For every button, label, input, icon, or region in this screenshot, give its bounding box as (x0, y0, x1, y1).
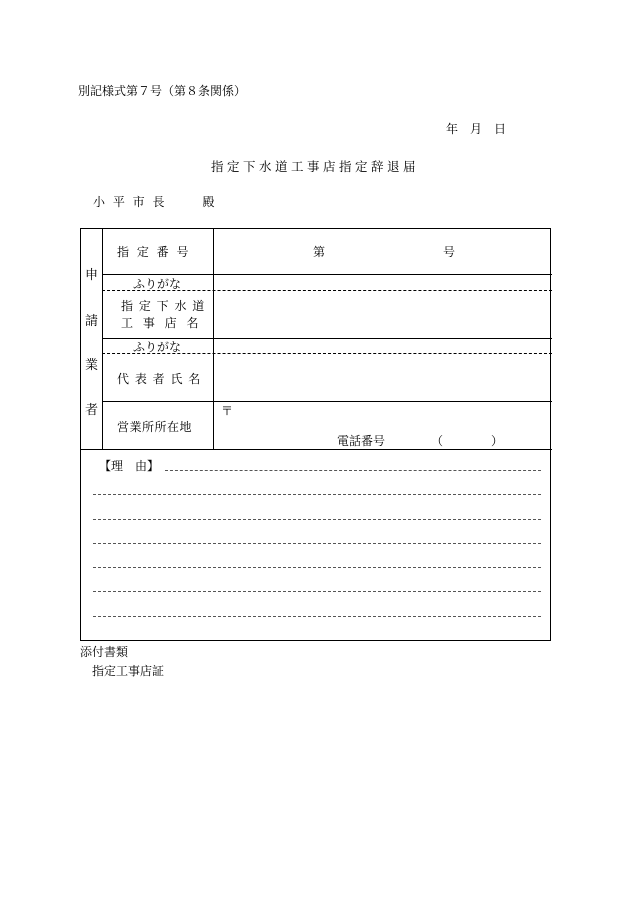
number-suffix: 号 (443, 245, 456, 259)
reason-label: 【理 由】 (99, 459, 160, 473)
row-divider (102, 401, 552, 402)
furigana-label: ふりがな (133, 340, 182, 354)
addressee-name: 小 平 市 長 (93, 195, 167, 209)
office-address-label: 営業所所在地 (117, 420, 193, 434)
reason-dotted-line (93, 591, 541, 592)
designation-number-label: 指 定 番 号 (117, 245, 191, 259)
reason-dotted-line (93, 616, 541, 617)
attachments-label: 添付書類 (80, 645, 129, 659)
form-title: 指定下水道工事店指定辞退届 (210, 159, 419, 174)
reason-dotted-line (93, 519, 541, 520)
reason-section-divider (81, 449, 552, 450)
addressee (93, 193, 216, 210)
application-form-table (80, 228, 551, 641)
shop-name-label-line1: 指 定 下 水 道 (121, 299, 206, 313)
phone-parentheses: （ ） (431, 434, 512, 448)
form-number: 別記様式第７号（第８条関係） (78, 84, 247, 98)
reason-dotted-line (93, 567, 541, 568)
addressee-honorific: 殿 (202, 195, 217, 209)
label-column-divider (213, 229, 214, 449)
representative-name-label: 代 表 者 氏 名 (117, 372, 202, 386)
number-prefix: 第 (313, 245, 326, 259)
reason-dotted-line (93, 543, 541, 544)
applicant-char: 請 (85, 314, 99, 329)
reason-dotted-line (93, 494, 541, 495)
shop-name-label-line2: 工 事 店 名 (121, 316, 202, 330)
applicant-char: 申 (85, 268, 99, 283)
phone-label: 電話番号 (337, 434, 386, 448)
date-line: 年 月 日 (446, 122, 507, 136)
reason-dotted-line (165, 470, 541, 471)
applicant-char: 業 (85, 358, 99, 373)
furigana-label: ふりがな (133, 277, 182, 291)
applicant-label (81, 229, 103, 449)
applicant-char: 者 (85, 403, 99, 418)
attachment-item: 指定工事店証 (92, 664, 165, 678)
postal-mark: 〒 (221, 404, 234, 418)
